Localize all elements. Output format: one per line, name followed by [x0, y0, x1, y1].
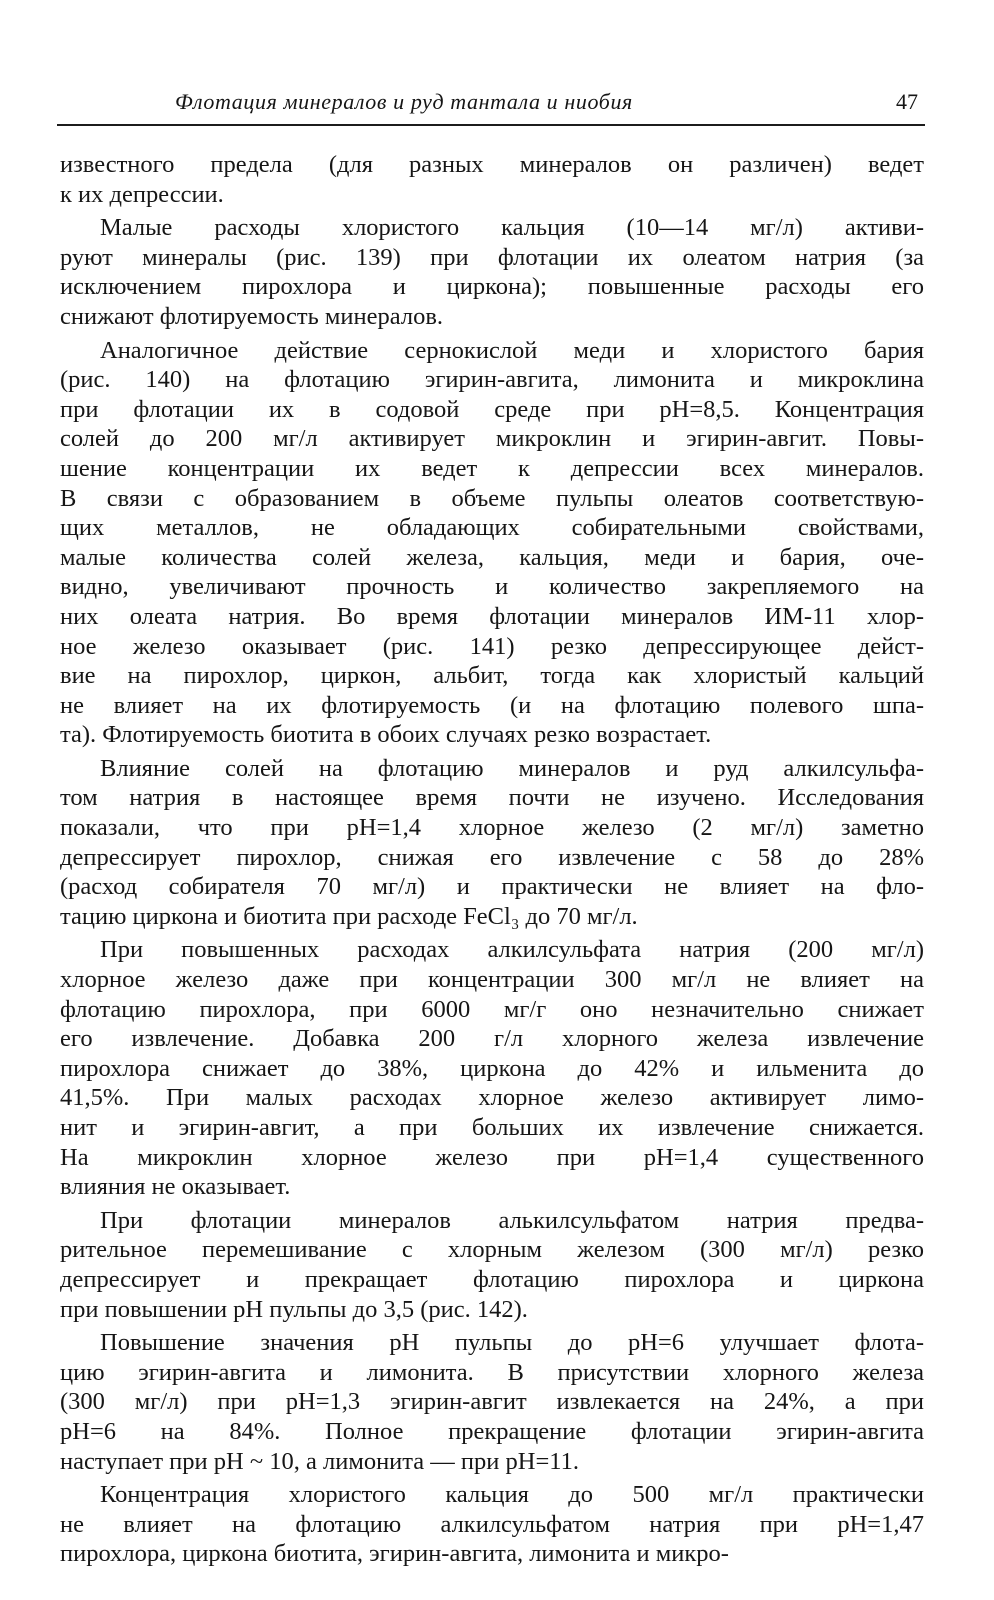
text-line: солей до 200 мг/л активирует микроклин и эгирин-авгит. Повы-: [60, 425, 924, 453]
text-line: к их депрессии.: [60, 180, 224, 208]
paragraph: [60, 935, 924, 1201]
text-line: исключением пирохлора и циркона); повышенные расходы его: [60, 273, 924, 301]
text-line: щих металлов, не обладающих собирательными свойствами,: [60, 514, 924, 542]
body-text: [60, 150, 924, 1569]
running-head: [60, 88, 940, 124]
text-line: При повышенных расходах алкилсульфата натрия (200 мг/л): [100, 936, 924, 964]
paragraph: [60, 1480, 924, 1569]
text-line: ное железо оказывает (рис. 141) резко депрессирующее дейст-: [60, 632, 924, 660]
running-title: Флотация минералов и руд тантала и ниобия: [175, 89, 633, 114]
text-line: его извлечение. Добавка 200 г/л хлорного железа извлечение: [60, 1025, 924, 1053]
text-line: шение концентрации их ведет к депрессии всех минералов.: [60, 454, 924, 482]
text-line: Влияние солей на флотацию минералов и руд алкилсульфа-: [100, 754, 924, 782]
paragraph: [60, 150, 924, 209]
text-line: пирохлора, циркона биотита, эгирин-авгита, лимонита и микро-: [60, 1540, 729, 1568]
text-line: На микроклин хлорное железо при pH=1,4 существенного: [60, 1143, 924, 1171]
text-line: В связи с образованием в объеме пульпы олеатов соответствую-: [60, 484, 924, 512]
text-line: них олеата натрия. Во время флотации минералов ИМ-11 хлор-: [60, 602, 924, 630]
page-number: 47: [896, 89, 918, 114]
paragraph: [60, 336, 924, 750]
paragraph: [60, 213, 924, 331]
text-line: снижают флотируемость минералов.: [60, 302, 444, 330]
text-line: та). Флотируемость биотита в обоих случаях резко возрастает.: [60, 721, 712, 749]
text-line: хлорное железо даже при концентрации 300 мг/л не влияет на: [60, 966, 924, 994]
text-line: флотацию пирохлора, при 6000 мг/г оно незначительно снижает: [60, 995, 924, 1023]
text-line: Аналогичное действие сернокислой меди и хлористого бария: [100, 336, 924, 364]
header-rule: [57, 124, 925, 126]
text-line: вие на пирохлор, циркон, альбит, тогда как хлористый кальций: [60, 662, 924, 690]
text-line: цию эгирин-авгита и лимонита. В присутствии хлорного железа: [60, 1358, 924, 1386]
text-line: малые количества солей железа, кальция, меди и бария, оче-: [60, 543, 924, 571]
text-line: Малые расходы хлористого кальция (10—14 мг/л) активи-: [100, 214, 924, 242]
text-line: влияния не оказывает.: [60, 1173, 291, 1201]
paragraph: [60, 1206, 924, 1324]
text-line: (300 мг/л) при pH=1,3 эгирин-авгит извлекается на 24%, а при: [60, 1388, 924, 1416]
paragraph: [60, 754, 924, 932]
text-line: (рис. 140) на флотацию эгирин-авгита, лимонита и микроклина: [60, 366, 924, 394]
text-line: руют минералы (рис. 139) при флотации их олеатом натрия (за: [60, 243, 924, 271]
text-line: При флотации минералов алькилсульфатом натрия предва-: [100, 1206, 924, 1234]
text-line: тацию циркона и биотита при расходе FeCl₃ до 70 мг/л.: [60, 902, 638, 930]
text-line: не влияет на их флотируемость (и на флотацию полевого шпа-: [60, 691, 924, 719]
text-line: Повышение значения pH пульпы до pH=6 улучшает флота-: [100, 1329, 924, 1357]
text-line: Концентрация хлористого кальция до 500 мг/л практически: [100, 1481, 924, 1509]
text-line: депрессирует пирохлор, снижая его извлечение с 58 до 28%: [60, 843, 924, 871]
text-line: известного предела (для разных минералов он различен) ведет: [60, 151, 924, 178]
paragraph: [60, 1328, 924, 1476]
text-line: видно, увеличивают прочность и количество закрепляемого на: [60, 573, 924, 601]
text-line: не влияет на флотацию алкилсульфатом натрия при pH=1,47: [60, 1510, 924, 1538]
text-line: (расход собирателя 70 мг/л) и практически не влияет на фло-: [60, 873, 924, 901]
text-line: депрессирует и прекращает флотацию пирохлора и циркона: [60, 1265, 924, 1293]
text-line: нит и эгирин-авгит, а при больших их извлечение снижается.: [60, 1114, 924, 1141]
text-line: pH=6 на 84%. Полное прекращение флотации эгирин-авгита: [60, 1417, 924, 1445]
text-line: 41,5%. При малых расходах хлорное железо активирует лимо-: [60, 1084, 924, 1112]
text-line: показали, что при pH=1,4 хлорное железо (2 мг/л) заметно: [60, 814, 924, 842]
text-line: при флотации их в содовой среде при pH=8,5. Концентрация: [60, 395, 924, 423]
text-line: пирохлора снижает до 38%, циркона до 42% и ильменита до: [60, 1054, 924, 1082]
text-line: наступает при pH ~ 10, а лимонита — при pH=11.: [60, 1447, 579, 1475]
text-line: том натрия в настоящее время почти не изучено. Исследования: [60, 784, 924, 812]
text-line: рительное перемешивание с хлорным железом (300 мг/л) резко: [60, 1236, 924, 1264]
text-line: при повышении pH пульпы до 3,5 (рис. 142).: [60, 1295, 528, 1323]
